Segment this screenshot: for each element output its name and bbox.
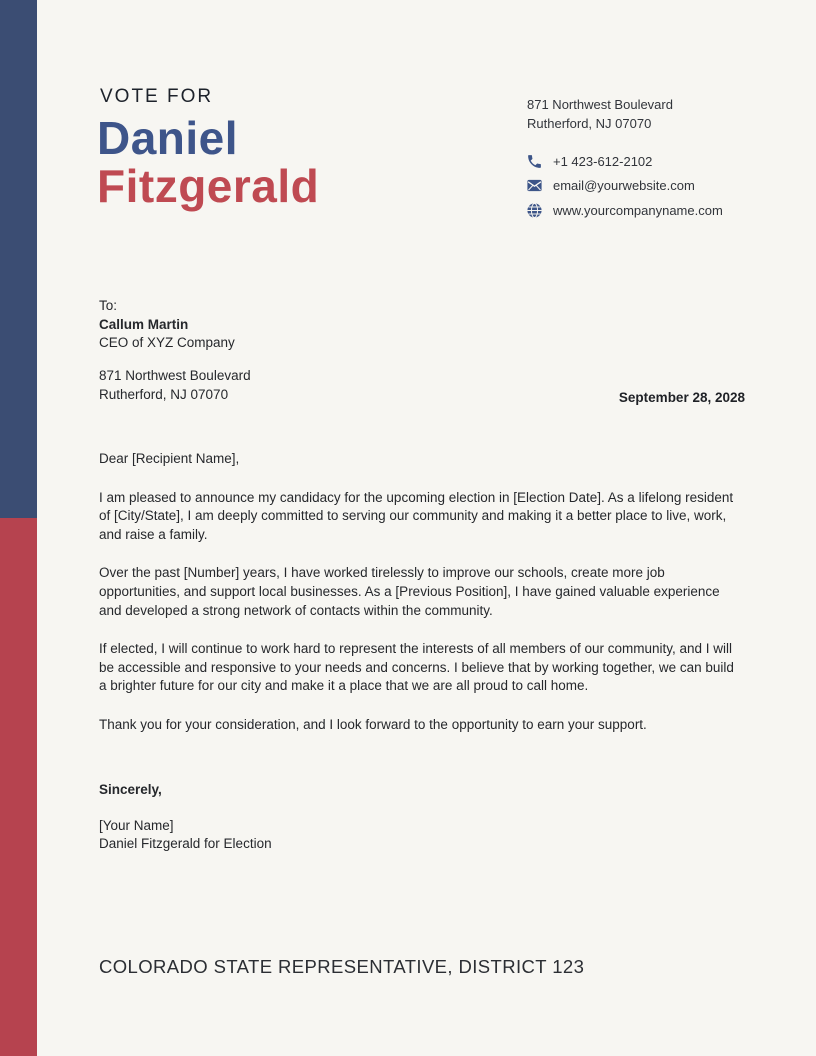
email-address: email@yourwebsite.com	[553, 178, 695, 194]
paragraph-1: I am pleased to announce my candidacy for the upcoming election in [Election Date]. As a lifelong resident of [City/State], I am deeply committed to serving our community and making it a better place to live, work, and raise a family.	[99, 489, 734, 542]
salutation: Dear [Recipient Name],	[99, 451, 240, 466]
email-icon	[526, 177, 543, 194]
recipient-address-line2: Rutherford, NJ 07070	[99, 386, 229, 402]
email-row	[526, 174, 723, 199]
candidate-name	[97, 114, 319, 210]
candidate-first-name: Daniel	[97, 112, 239, 164]
recipient-label: To:	[99, 298, 118, 313]
campaign-office-title: COLORADO STATE REPRESENTATIVE, DISTRICT 123	[99, 956, 585, 977]
phone-icon	[526, 153, 543, 170]
accent-bar-red	[0, 518, 37, 1056]
sender-address-line1: 871 Northwest Boulevard	[527, 97, 673, 112]
paragraph-3: If elected, I will continue to work hard to represent the interests of all members of our community, and I will be accessible and responsive to your needs and concerns. I believe that by working together, we can build a brighter future for our city and make it a place that we are all proud to call home.	[99, 641, 734, 694]
vote-for-label: VOTE FOR	[100, 86, 214, 107]
letter-date: September 28, 2028	[618, 390, 745, 405]
signature-name: [Your Name]	[99, 817, 174, 833]
closing-block	[99, 781, 272, 854]
website-url: www.yourcompanyname.com	[553, 202, 723, 218]
sender-address-line2: Rutherford, NJ 07070	[527, 115, 652, 131]
recipient-name: Callum Martin	[99, 316, 189, 332]
recipient-title: CEO of XYZ Company	[99, 335, 235, 351]
letter-body	[99, 450, 745, 755]
paragraph-4: Thank you for your consideration, and I look forward to the opportunity to earn your support.	[99, 716, 647, 732]
signature-org: Daniel Fitzgerald for Election	[99, 836, 272, 852]
website-row	[526, 198, 723, 223]
recipient-block	[99, 297, 251, 405]
globe-icon	[526, 202, 543, 219]
paragraph-2: Over the past [Number] years, I have worked tirelessly to improve our schools, create more job opportunities, and support local businesses. As a [Previous Position], I have gained valuable experience and developed a strong network of contacts within the community.	[99, 565, 720, 618]
contact-rows	[526, 149, 723, 223]
candidate-last-name: Fitzgerald	[97, 160, 320, 212]
sender-address-block	[527, 96, 673, 133]
phone-number: +1 423-612-2102	[553, 153, 653, 169]
recipient-address-line1: 871 Northwest Boulevard	[99, 368, 251, 384]
closing-salutation: Sincerely,	[99, 782, 162, 797]
phone-row	[526, 149, 723, 174]
accent-bar-blue	[0, 0, 37, 518]
